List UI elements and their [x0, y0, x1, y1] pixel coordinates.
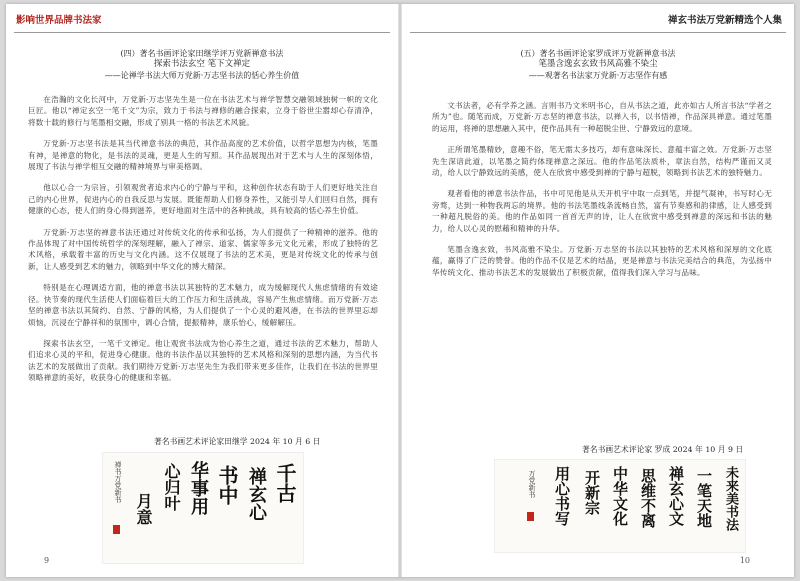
page-number: 9	[44, 556, 50, 565]
calligraphy-column: 千古	[273, 463, 297, 503]
header-rule	[14, 32, 390, 33]
calligraphy-column: 书中	[215, 465, 239, 505]
calligraphy-column: 中华文化	[611, 466, 629, 526]
calligraphy-column: 用心书写	[553, 466, 571, 526]
calligraphy-column: 禅玄心	[246, 467, 267, 521]
right-signature: 著名书画艺术评论家 罗成 2024 年 10 月 9 日	[582, 445, 744, 454]
paragraph: 他以心合一为宗旨，引领观赏者追求内心的宁静与平和，这种创作状态有助于人们更好地关注自己的内心世界，促进内心的自我反思与发展。既能帮助人们修身养性，又能引导人们回归自然，拥有健康的心态，使人们的身心得到滋养，更好地面对生活中的各种挑战，具有较高的恬心养生价值。	[28, 183, 378, 216]
left-signature: 著名书画艺术评论家田继学 2024 年 10 月 6 日	[154, 437, 321, 446]
title-line-3: ——论禅学书法大师万党新·万志坚书法的恬心养生价值	[104, 71, 300, 80]
left-calligraphy-artwork	[102, 452, 304, 564]
seal-stamp	[527, 512, 534, 521]
title-line-2: 探索书法玄空 笔下文禅定	[153, 59, 251, 69]
paragraph: 特别是在心理调适方面，他的禅意书法以其独特的艺术魅力，成为缓解现代人焦虑情绪的有效途径。快节奏的现代生活使人们面临着巨大的工作压力和生活挑战，容易产生焦虑情绪。而万党新·万志坚的禅意书法以其简约、自然、宁静的风格，为人们提供了一个心灵的避风港，在书法的世界里忘却烦恼，沉浸在宁静祥和的氛围中，调心合情，提振精神，康乐怡心，缓解解压。	[28, 283, 378, 327]
calligraphy-column: 思维不离	[639, 468, 657, 528]
paragraph: 探索书法玄空，一笔千文禅定。他让观赏书法成为怡心养生之道，通过书法的艺术魅力，帮助人们追求心灵的平和，促进身心健康。他的书法作品以其独特的艺术风格和深刻的思想内涵，为当代书法艺术的发展做出了贡献。我们期待万党新·万志坚先生为我们带来更多佳作，让我们在书法的世界里领略禅意的美好，收获身心的健康和幸福。	[28, 338, 378, 383]
seal-stamp	[113, 525, 120, 534]
right-page	[402, 4, 794, 577]
calligraphy-column: 心归叶	[162, 463, 181, 511]
right-page-header: 禅玄书法万党新精选个人集	[667, 15, 782, 26]
paragraph: 在浩瀚的文化长河中，万党新·万志坚先生是一位在书法艺术与禅学智慧交融领域独树一帜的文化巨匠。他以“禅定玄空一笔千文”为宗，致力于书法与禅修的融合探索，立身于俗世尘嚣却心存清净，将数十载的修行与笔墨相交融，形成了别具一格的书法艺术风貌。	[28, 95, 378, 127]
calligraphy-column: 禅玄心文	[667, 466, 685, 526]
left-page-header: 影响世界品牌书法家	[16, 15, 102, 26]
paragraph: 笔墨含逸玄致，书风高雅不染尘。万党新·万志坚的书法以其独特的艺术风格和深厚的文化底蕴，赢得了广泛的赞誉。他的作品不仅是艺术的结晶，更是禅意与书法完美结合的典范，为弘扬中华传统文化、推动书法艺术的发展做出了积极贡献，值得我们深入学习与品味。	[432, 245, 772, 277]
calligraphy-inscription: 禅书万党新书	[114, 461, 122, 503]
page-number: 10	[739, 556, 750, 565]
title-line-1: (五）著名书画评论家罗成评万党新禅意书法	[520, 49, 676, 58]
paragraph: 观者看他的禅意书法作品，书中可见他是从天开机宇中取一点到笔，并提气凝神，书写时心无旁骛，达到一种物我两忘的境界。他的书法笔墨线条流畅自然，富有节奏感和韵律感，让人感受到一种超凡脱俗的美。他的作品如同一首首无声的诗，让人在欣赏中感受到禅意的深远和书法的魅力，给人以心灵的慰藉和精神的升华。	[432, 189, 772, 233]
calligraphy-inscription: 万党新书	[528, 470, 536, 498]
header-rule	[410, 32, 786, 33]
calligraphy-column: 未来美书法	[723, 466, 738, 531]
left-article-body	[28, 94, 378, 394]
paragraph: 文书法者，必有学养之涵。言则书乃文米明书心，自从书法之道，此亦如古人所言书法“学者之所为”也。随笔而成，万党新·万志坚的禅意书法，以禅入书，以书悟禅，作品深具禅意。通过笔墨的运用，将禅的思想融入其中，使作品具有一种超脱尘世、宁静致远的意境。	[432, 101, 772, 133]
right-article-title	[402, 48, 794, 81]
title-line-3: ——观著名书法家万党新·万志坚作有感	[528, 71, 668, 80]
calligraphy-column: 开新宗	[583, 470, 601, 515]
calligraphy-column: 一笔天地	[695, 468, 713, 528]
calligraphy-column: 月意	[134, 493, 153, 525]
calligraphy-column: 华事用	[188, 461, 209, 515]
paragraph: 万党新·万志坚书法是其当代禅意书法的典范，其作品高度的艺术价值，以哲学思想为内核，笔墨有神，是禅意的物化，是书法的灵魂，更是人生的写照。其作品展现出对于艺术与人生的深刻体悟，展现了书法与禅学相互交融的精神境界与审美格调。	[28, 139, 378, 172]
left-article-title	[6, 48, 398, 81]
paragraph: 万党新·万志坚的禅意书法还通过对传统文化的传承和弘扬，为人们提供了一种精神的滋养。他的作品体现了对中国传统哲学的深刻理解，融入了禅宗、道家、儒家等多元文化元素，形成了独特的艺术风格，承载着丰富的历史与文化内涵。这不仅展现了书法的艺术美，更是对传统文化的传承与创新，让人感受到艺术的魅力，领略到中华文化的博大精深。	[28, 227, 378, 271]
right-calligraphy-artwork	[494, 459, 746, 553]
book-spread	[6, 4, 794, 577]
title-line-2: 笔墨含逸玄玄致书风高雅不染尘	[538, 59, 658, 69]
right-article-body	[432, 100, 772, 288]
left-page	[6, 4, 398, 577]
title-line-1: (四）著名书画评论家田继学评万党新禅意书法	[120, 49, 284, 58]
paragraph: 正所谓笔墨精妙，意趣不俗，笔无需太多技巧，却有意味深长、意蕴丰富之效。万党新·万志坚先生深谙此道，以笔墨之简约体现禅意之深远。他的作品笔法质朴，章法自然，结构严谨而又灵动，给人以宁静致远的美感，使人在欣赏中感受到禅的宁静与超脱，领略到书法艺术的独特魅力。	[432, 145, 772, 178]
